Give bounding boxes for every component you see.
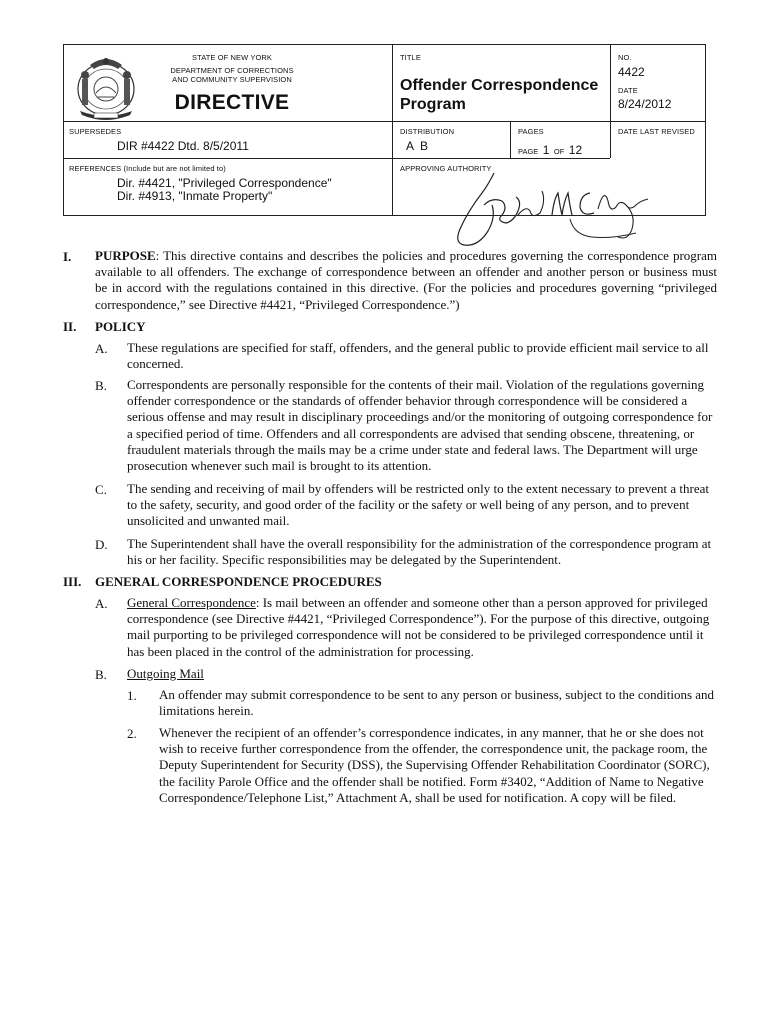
- divider: [64, 121, 705, 122]
- page-prefix: PAGE: [518, 147, 539, 156]
- title-line-2: Program: [400, 96, 466, 113]
- directive-date: 8/24/2012: [618, 97, 672, 111]
- section-3b1-text: An offender may submit correspondence to be sent to any person or business, subject to the conditions and limitations herein.: [159, 687, 715, 719]
- section-2a-letter: A.: [95, 341, 108, 356]
- divider: [510, 121, 511, 158]
- directive-header: [63, 44, 706, 216]
- section-3b2-text: Whenever the recipient of an offender’s correspondence indicates, in any manner, that he or she does not wish to receive further correspondence from the offender, the correspondence unit, the package room, the Deputy Superintendent for Security (DSS), the Supervising Offender Rehabilitation Coordinator (SORC), the facility Parole Office and the offender shall be notified. Form #3402, “Addition of Name to Negative Correspondence/Telephone List,” Attachment A, shall be used for notification. A copy will be filed.: [159, 725, 710, 805]
- title-line-1: Offender Correspondence: [400, 77, 599, 94]
- section-3b2-number: 2.: [127, 726, 137, 741]
- supersedes-value: DIR #4422 Dtd. 8/5/2011: [117, 139, 249, 153]
- references-label: REFERENCES (Include but are not limited to): [69, 164, 226, 173]
- section-1-purpose: [95, 248, 717, 313]
- state-name: STATE OF NEW YORK: [191, 53, 273, 62]
- supersedes-label: SUPERSEDES: [69, 127, 122, 136]
- section-1-heading: PURPOSE: [95, 248, 156, 263]
- section-2d-text: The Superintendent shall have the overall responsibility for the administration of the correspondence program at his or her facility. Specific responsibilities may be delegated by the Superintendent.: [127, 536, 712, 568]
- date-label: DATE: [618, 86, 638, 95]
- page-total: 12: [568, 143, 583, 157]
- divider: [392, 45, 393, 216]
- section-1-text: : This directive contains and describes the policies and procedures governing the correspondence program available to all offenders. The exchange of correspondence between an offender and another person or business must be in accord with the regulations contained in this directive. (For the policies and procedures governing “privileged correspondence,” see Directive #4421, “Privileged Correspondence.”): [95, 248, 717, 312]
- distribution-label: DISTRIBUTION: [400, 127, 455, 136]
- divider: [610, 45, 611, 158]
- section-3a-title: General Correspondence: [127, 595, 256, 610]
- page-count: [518, 141, 582, 159]
- section-3-number: III.: [63, 574, 82, 589]
- reference-1: Dir. #4421, "Privileged Correspondence": [117, 176, 332, 190]
- section-3a-general-correspondence: [127, 595, 719, 660]
- doc-type: DIRECTIVE: [174, 91, 290, 114]
- approving-authority-label: APPROVING AUTHORITY: [400, 164, 492, 173]
- distribution-value: A B: [406, 139, 429, 153]
- reference-2: Dir. #4913, "Inmate Property": [117, 189, 273, 203]
- page-current: 1: [542, 143, 550, 157]
- section-2-heading: POLICY: [95, 319, 146, 334]
- section-2b-letter: B.: [95, 378, 107, 393]
- pages-label: PAGES: [518, 127, 544, 136]
- title-label: TITLE: [400, 53, 421, 62]
- section-2d-letter: D.: [95, 537, 108, 552]
- signature: [422, 171, 652, 247]
- section-3b-title: Outgoing Mail: [127, 666, 204, 681]
- section-2c-text: The sending and receiving of mail by offenders will be restricted only to the extent necessary to prevent a threat to the safety, security, and good order of the facility or the safety or well being of any person, and to prevent unsolicited and unwanted mail.: [127, 481, 710, 529]
- section-3b-letter: B.: [95, 667, 107, 682]
- page-of: OF: [553, 147, 565, 156]
- section-3b1-number: 1.: [127, 688, 137, 703]
- section-3a-text: : Is mail between an offender and someone other than a person approved for privileged correspondence (see Directive #4421, “Privileged Correspondence”). For the purpose of this directive, outgoing mail purporting to be privileged correspondence will not be considered to be privileged correspondence until it has been placed in the control of the administration for processing.: [127, 595, 710, 659]
- section-2-number: II.: [63, 319, 77, 334]
- divider: [64, 158, 392, 159]
- section-1-number: I.: [63, 249, 72, 264]
- section-3-heading: GENERAL CORRESPONDENCE PROCEDURES: [95, 574, 382, 589]
- section-2a-text: These regulations are specified for staff, offenders, and the general public to provide efficient mail service to all concerned.: [127, 340, 709, 372]
- section-3a-letter: A.: [95, 596, 108, 611]
- section-2b-text: Correspondents are personally responsible for the contents of their mail. Violation of the regulations governing offender correspondence or the standards of offender behavior through correspondence will be considered a serious offense and may result in disciplinary proceedings and/or the monitoring of outgoing correspondence for a specified period of time. Offenders and all correspondents are advised that sending obscene, threatening, or fraudulent materials through the mails may be a crime under state and federal laws. The Department will urge prosecution whenever such mail is brought to its attention.: [127, 377, 713, 474]
- no-label: NO.: [618, 53, 632, 62]
- department-line-1: DEPARTMENT OF CORRECTIONS: [170, 66, 294, 75]
- date-last-revised-label: DATE LAST REVISED: [618, 127, 695, 136]
- directive-number: 4422: [618, 65, 645, 79]
- department-line-2: AND COMMUNITY SUPERVISION: [172, 75, 292, 84]
- section-2c-letter: C.: [95, 482, 107, 497]
